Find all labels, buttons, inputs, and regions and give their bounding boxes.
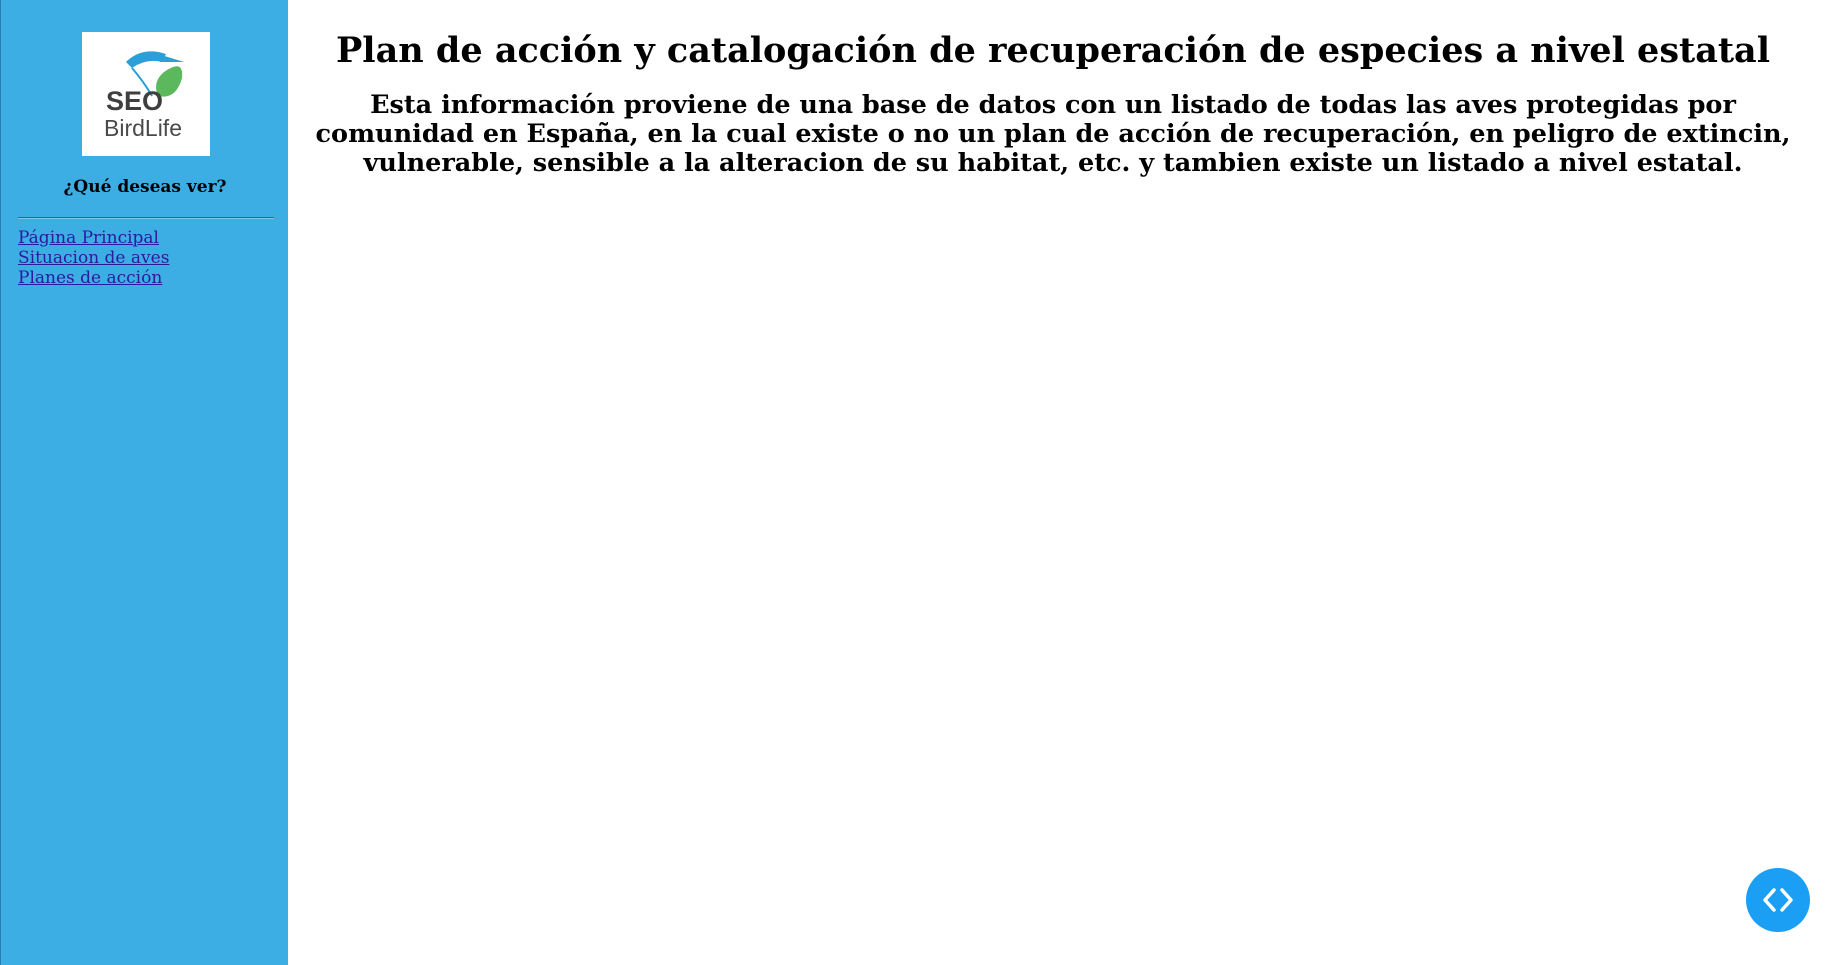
code-toggle-button[interactable]: [1746, 868, 1810, 932]
code-icon: [1761, 886, 1795, 914]
logo-text-birdlife: BirdLife: [104, 115, 182, 141]
nav-link-pagina-principal[interactable]: Página Principal: [18, 228, 159, 248]
sidebar-question: ¿Qué deseas ver?: [63, 177, 227, 197]
sidebar-nav: [18, 228, 169, 288]
nav-item-situacion-aves: [18, 248, 169, 268]
nav-link-situacion-aves[interactable]: Situacion de aves: [18, 248, 170, 268]
logo-text-seo: SEO: [106, 86, 164, 116]
nav-item-pagina-principal: [18, 228, 169, 248]
logo-graphic: [82, 32, 210, 156]
seo-birdlife-logo: [82, 32, 210, 156]
page-intro: Esta información proviene de una base de datos con un listado de todas las aves protegidas por comunidad en España, en la cual existe o no un plan de acción de recuperación, en peligro de extincin, vulnerable, sensible a la alteracion de su habitat, etc. y tambien existe un listado a nivel estatal.: [315, 90, 1791, 178]
page-title: Plan de acción y catalogación de recuperación de especies a nivel estatal: [335, 30, 1771, 71]
sidebar-divider: [18, 217, 274, 219]
logo-bird-beak: [158, 54, 184, 62]
sidebar: [0, 0, 288, 965]
nav-link-planes-accion[interactable]: Planes de acción: [18, 268, 163, 288]
nav-item-planes-accion: [18, 268, 169, 288]
main-content: [288, 0, 1839, 965]
